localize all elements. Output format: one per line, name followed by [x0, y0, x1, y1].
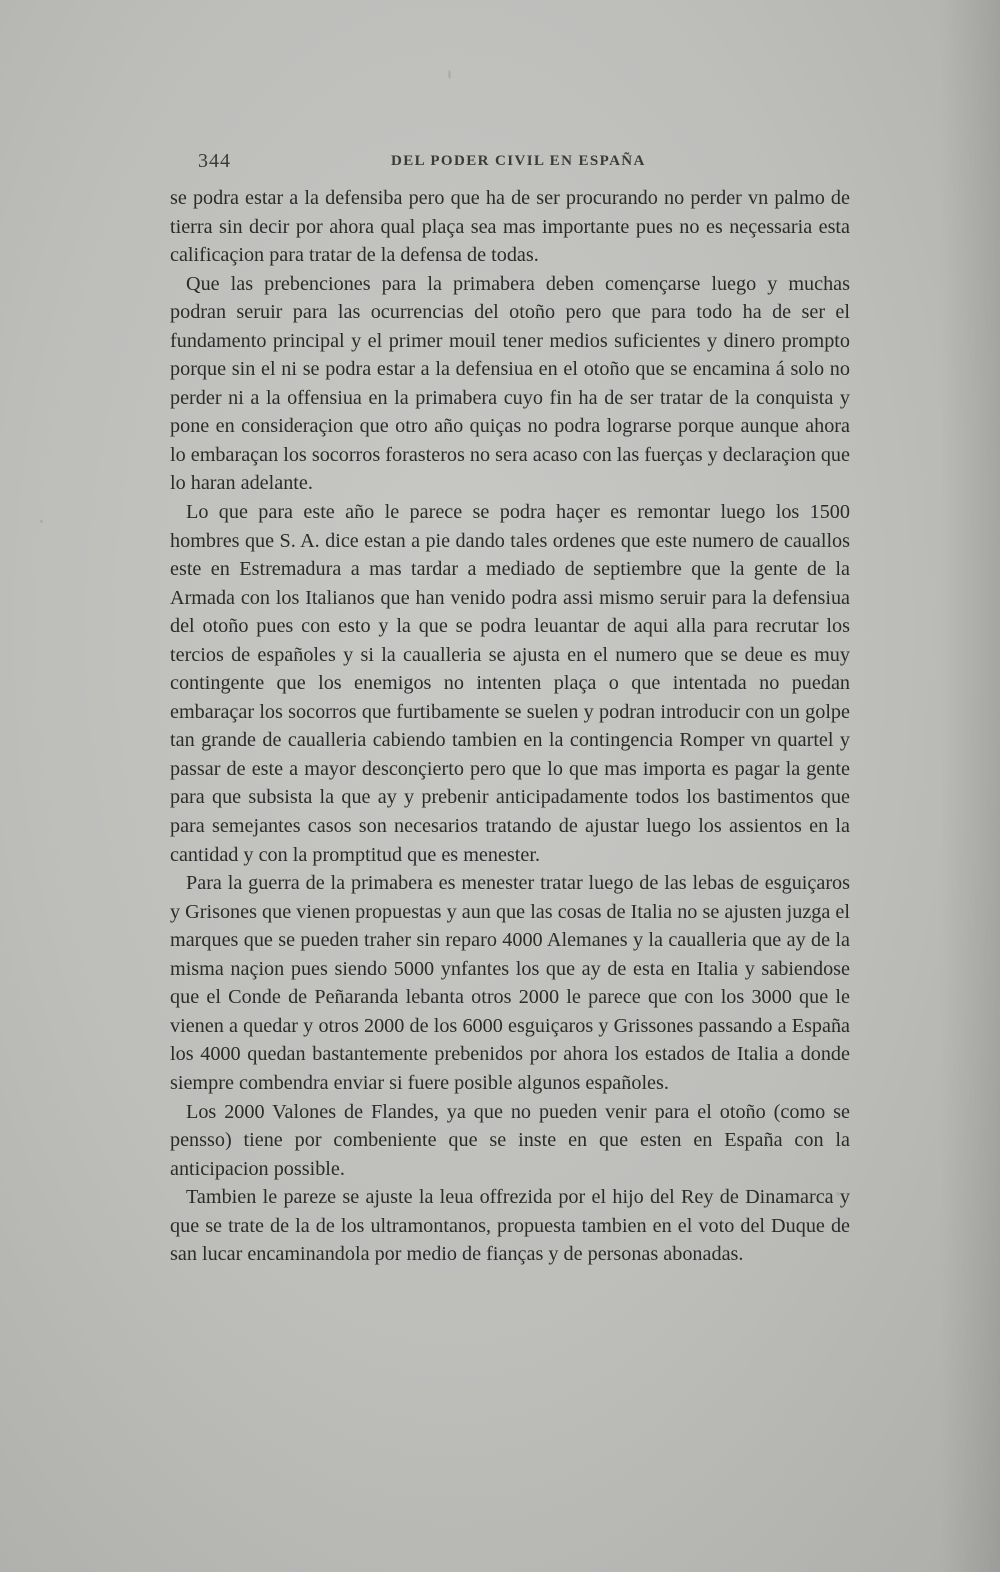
page-header — [198, 150, 846, 180]
paper-spot — [448, 70, 451, 79]
paragraph: se podra estar a la defensiba pero que ha de ser procurando no perder vn palmo de tierra sin decir por ahora qual plaça sea mas importante pues no es neçessaria esta calificaçion para tratar de la defensa de todas. — [170, 187, 850, 267]
page-number: 344 — [198, 150, 231, 172]
paragraph: Tambien le pareze se ajuste la leua offrezida por el hijo del Rey de Dinamarca y que se trate de la de los ultramontanos, propuesta tambien en el voto del Duque de san lucar encaminandola por medio de fianças y de personas abonadas. — [170, 1186, 850, 1266]
paragraph: Que las prebenciones para la primabera deben començarse luego y muchas podran seruir para las ocurrencias del otoño pero que para todo ha de ser el fundamento principal y el primer mouil tener medios suficientes y dinero prompto porque sin el ni se podra estar a la defensiua en el otoño que se encamina á solo no perder ni a la offensiua en la primabera cuyo fin ha de ser tratar de la conquista y pone en consideraçion que otro año quiças no podra lograrse porque aunque ahora lo embaraçan los socorros forasteros no sera acaso con las fuerças y declaraçion que lo haran adelante. — [170, 272, 850, 495]
paragraph: Los 2000 Valones de Flandes, ya que no pueden venir para el otoño (como se pensso) tiene por combeniente que se inste en que esten en España con la anticipacion possible. — [170, 1100, 850, 1180]
paragraph: Lo que para este año le parece se podra haçer es remontar luego los 1500 hombres que S. A. dice estan a pie dando tales ordenes que este numero de cauallos este en Estremadura a mas tardar a mediado de septiembre que la gente de la Armada con los Italianos que han venido podra assi mismo seruir para la defensiua del otoño pues con esto y la que se podra leuantar de aqui alla para recrutar los tercios de españoles y si la caualleria se ajusta en el numero que se deue es muy contingente que los enemigos no intenten plaça o que intentada no puedan embaraçar los socorros que furtibamente se suelen y podran introducir con un golpe tan grande de caualleria cabiendo tambien en la contingencia Romper vn quartel y passar de este a mayor desconçierto pero que lo que mas importa es pagar la gente para que subsista la que ay y prebenir anticipadamente todos los bastimentos que para semejantes casos son necesarios tratando de ajustar luego los assientos en la cantidad y con la promptitud que es menester. — [170, 501, 850, 866]
paragraph: Para la guerra de la primabera es menester tratar luego de las lebas de esguiçaros y Grisones que vienen propuestas y aun que las cosas de Italia no se ajusten juzga el marques que se pueden traher sin reparo 4000 Alemanes y la caualleria que ay de la misma naçion pues siendo 5000 ynfantes los que ay de esta en Italia y sabiendose que el Conde de Peñaranda lebanta otros 2000 le parece que con los 3000 que le vienen a quedar y otros 2000 de los 6000 esguiçaros y Grissones passando a España los 4000 quedan bastantemente prebenidos por ahora los estados de Italia a donde siempre combendra enviar si fuere posible algunos españoles. — [170, 872, 850, 1094]
running-title: DEL PODER CIVIL EN ESPAÑA — [391, 153, 646, 169]
body-text — [170, 184, 850, 1269]
paper-spot — [40, 520, 43, 523]
